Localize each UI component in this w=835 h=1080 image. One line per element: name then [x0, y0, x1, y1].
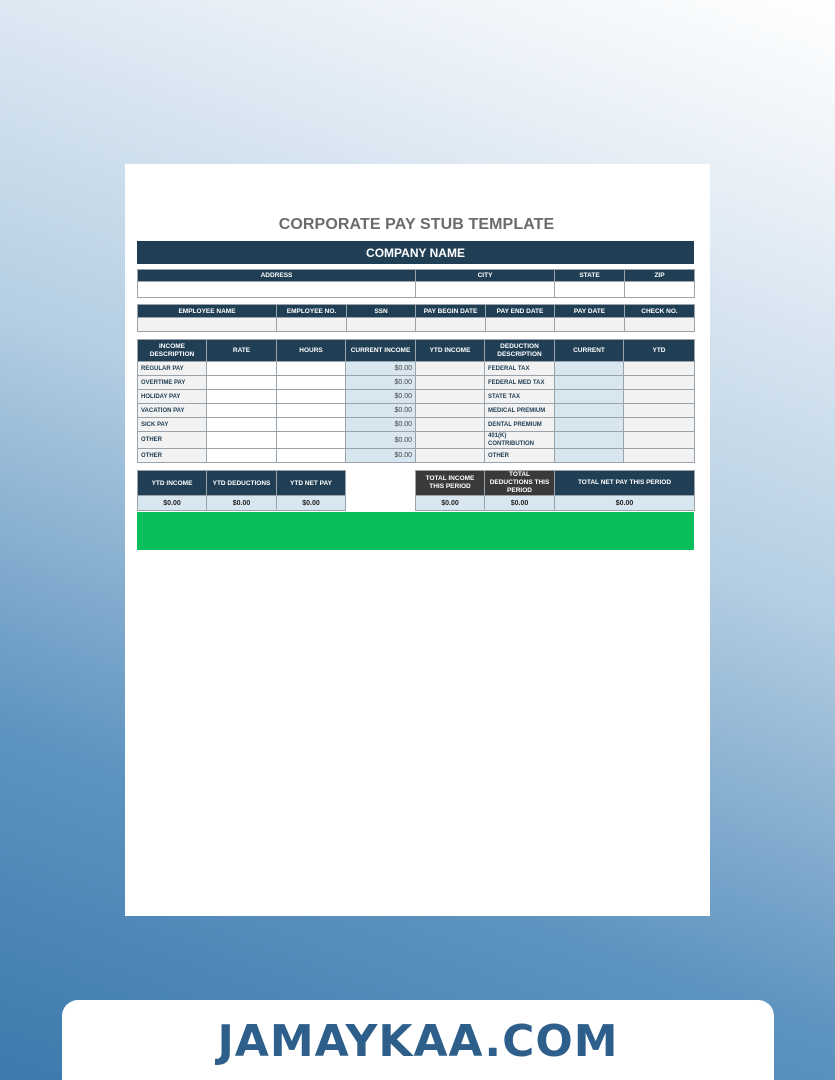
pay-date-field[interactable] — [555, 318, 625, 332]
city-header: CITY — [416, 270, 555, 282]
pay-begin-date-field[interactable] — [416, 318, 486, 332]
deduction-current-field[interactable] — [555, 418, 624, 432]
deduction-current-field[interactable] — [555, 449, 624, 463]
deduction-ytd-field[interactable] — [624, 432, 695, 449]
ytd-income-field[interactable] — [416, 404, 485, 418]
company-name-bar: COMPANY NAME — [137, 241, 694, 264]
address-header: ADDRESS — [138, 270, 416, 282]
document-title: CORPORATE PAY STUB TEMPLATE — [278, 216, 555, 233]
hours-field[interactable] — [277, 418, 346, 432]
rate-field[interactable] — [207, 390, 277, 404]
hours-field[interactable] — [277, 362, 346, 376]
hours-header: HOURS — [277, 340, 346, 362]
deduction-current-field[interactable] — [555, 404, 624, 418]
current-income-value: $0.00 — [346, 390, 416, 404]
rate-field[interactable] — [207, 418, 277, 432]
income-description: OTHER — [138, 449, 207, 463]
state-field[interactable] — [555, 282, 625, 298]
income-description: VACATION PAY — [138, 404, 207, 418]
income-description: HOLIDAY PAY — [138, 390, 207, 404]
ssn-header: SSN — [347, 305, 416, 318]
table-row — [138, 390, 695, 404]
deduction-ytd-field[interactable] — [624, 376, 695, 390]
rate-field[interactable] — [207, 404, 277, 418]
table-row — [138, 449, 695, 463]
pay-date-header: PAY DATE — [555, 305, 625, 318]
hours-field[interactable] — [277, 404, 346, 418]
check-no-field[interactable] — [625, 318, 695, 332]
deduction-description: 401(K) CONTRIBUTION — [485, 432, 555, 449]
table-row — [138, 362, 695, 376]
hours-field[interactable] — [277, 376, 346, 390]
total-net-pay-period-value: $0.00 — [555, 496, 695, 511]
deduction-ytd-field[interactable] — [624, 404, 695, 418]
ytd-income-total-value: $0.00 — [138, 496, 207, 511]
current-income-value: $0.00 — [346, 449, 416, 463]
employee-no-field[interactable] — [277, 318, 347, 332]
deduction-description: FEDERAL MED TAX — [485, 376, 555, 390]
hours-field[interactable] — [277, 390, 346, 404]
current-income-value: $0.00 — [346, 404, 416, 418]
rate-field[interactable] — [207, 449, 277, 463]
employee-no-header: EMPLOYEE NO. — [277, 305, 347, 318]
state-header: STATE — [555, 270, 625, 282]
earnings-table — [137, 339, 695, 463]
deduction-ytd-field[interactable] — [624, 418, 695, 432]
accent-bar — [137, 512, 694, 550]
employee-table — [137, 304, 695, 332]
current-income-header: CURRENT INCOME — [346, 340, 416, 362]
table-row — [138, 432, 695, 449]
deduction-description: STATE TAX — [485, 390, 555, 404]
total-income-period-header: TOTAL INCOME THIS PERIOD — [416, 471, 485, 496]
address-field[interactable] — [138, 282, 416, 298]
ytd-net-pay-value: $0.00 — [277, 496, 346, 511]
pay-end-date-header: PAY END DATE — [486, 305, 555, 318]
rate-header: RATE — [207, 340, 277, 362]
pay-begin-date-header: PAY BEGIN DATE — [416, 305, 486, 318]
table-row — [138, 418, 695, 432]
deduction-ytd-field[interactable] — [624, 449, 695, 463]
current-income-value: $0.00 — [346, 432, 416, 449]
current-header: CURRENT — [555, 340, 624, 362]
check-no-header: CHECK NO. — [625, 305, 695, 318]
income-description: REGULAR PAY — [138, 362, 207, 376]
total-deductions-period-header: TOTAL DEDUCTIONS THIS PERIOD — [485, 471, 555, 496]
income-description-header: INCOME DESCRIPTION — [138, 340, 207, 362]
rate-field[interactable] — [207, 362, 277, 376]
pay-end-date-field[interactable] — [486, 318, 555, 332]
site-banner — [62, 1000, 774, 1080]
income-description: OVERTIME PAY — [138, 376, 207, 390]
deduction-current-field[interactable] — [555, 362, 624, 376]
site-banner-text: JAMAYKAA.COM — [217, 1016, 619, 1067]
deduction-ytd-field[interactable] — [624, 362, 695, 376]
ytd-header: YTD — [624, 340, 695, 362]
zip-header: ZIP — [625, 270, 695, 282]
zip-field[interactable] — [625, 282, 695, 298]
deduction-current-field[interactable] — [555, 376, 624, 390]
deduction-description: FEDERAL TAX — [485, 362, 555, 376]
total-deductions-period-value: $0.00 — [485, 496, 555, 511]
deduction-description-header: DEDUCTION DESCRIPTION — [485, 340, 555, 362]
deduction-ytd-field[interactable] — [624, 390, 695, 404]
current-income-value: $0.00 — [346, 362, 416, 376]
ytd-income-field[interactable] — [416, 390, 485, 404]
hours-field[interactable] — [277, 449, 346, 463]
hours-field[interactable] — [277, 432, 346, 449]
ytd-income-total-header: YTD INCOME — [138, 471, 207, 496]
total-net-pay-period-header: TOTAL NET PAY THIS PERIOD — [555, 471, 695, 496]
ytd-net-pay-header: YTD NET PAY — [277, 471, 346, 496]
ssn-field[interactable] — [347, 318, 416, 332]
deduction-description: OTHER — [485, 449, 555, 463]
employee-name-header: EMPLOYEE NAME — [138, 305, 277, 318]
income-description: SICK PAY — [138, 418, 207, 432]
ytd-income-field[interactable] — [416, 432, 485, 449]
deduction-description: MEDICAL PREMIUM — [485, 404, 555, 418]
current-income-value: $0.00 — [346, 376, 416, 390]
rate-field[interactable] — [207, 432, 277, 449]
city-field[interactable] — [416, 282, 555, 298]
table-row — [138, 376, 695, 390]
deduction-current-field[interactable] — [555, 390, 624, 404]
income-description: OTHER — [138, 432, 207, 449]
ytd-income-field[interactable] — [416, 362, 485, 376]
rate-field[interactable] — [207, 376, 277, 390]
ytd-income-header: YTD INCOME — [416, 340, 485, 362]
earnings-rows — [138, 362, 695, 463]
totals-table — [137, 470, 695, 511]
total-income-period-value: $0.00 — [416, 496, 485, 511]
ytd-income-field[interactable] — [416, 449, 485, 463]
ytd-income-field[interactable] — [416, 418, 485, 432]
address-table — [137, 269, 695, 298]
ytd-deductions-total-header: YTD DEDUCTIONS — [207, 471, 277, 496]
deduction-description: DENTAL PREMIUM — [485, 418, 555, 432]
employee-name-field[interactable] — [138, 318, 277, 332]
ytd-deductions-total-value: $0.00 — [207, 496, 277, 511]
current-income-value: $0.00 — [346, 418, 416, 432]
deduction-current-field[interactable] — [555, 432, 624, 449]
pay-stub-sheet — [125, 164, 710, 916]
table-row — [138, 404, 695, 418]
ytd-income-field[interactable] — [416, 376, 485, 390]
